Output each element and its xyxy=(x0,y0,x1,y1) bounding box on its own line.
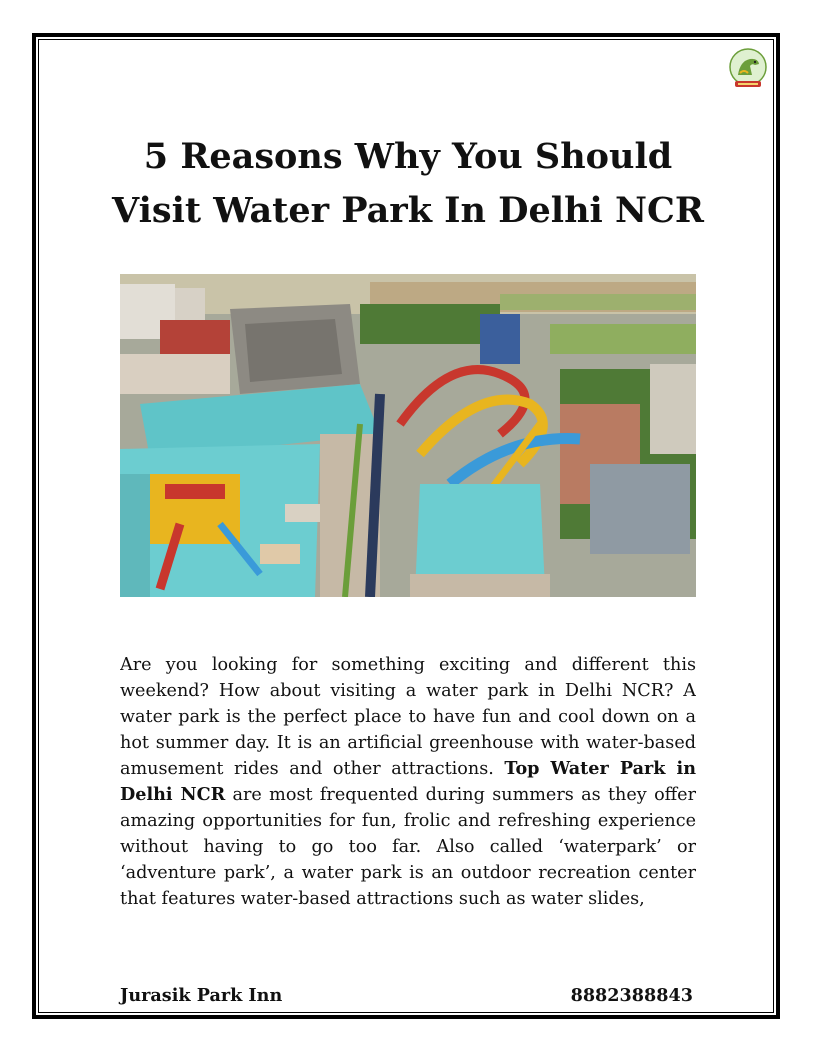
title-line-2: Visit Water Park In Delhi NCR xyxy=(112,190,704,231)
title-line-1: 5 Reasons Why You Should xyxy=(143,136,673,177)
water-park-aerial-photo xyxy=(120,274,696,597)
body-paragraph xyxy=(120,652,696,947)
footer-phone-number: 8882388843 xyxy=(570,985,693,1006)
body-text-part-2: are most frequented during summers as they offer amazing opportunities for fun, frolic and refreshing experience without having to go too far. Also called ‘waterpark’ or ‘adventure park’, a water park is an outdoor recreation center that features water-based attractions such as water slides, xyxy=(120,785,696,909)
footer-business-name: Jurasik Park Inn xyxy=(120,985,283,1006)
dinosaur-logo-icon xyxy=(728,47,768,91)
body-text-part-1: Are you looking for something exciting and different this weekend? How about visiting a water park in Delhi NCR? A water park is the perfect place to have fun and cool down on a hot summer day. It is an artificial greenhouse with water-based amusement rides and other attractions. xyxy=(120,655,696,779)
top-water-park-link-text: Top Water Park in Delhi NCR xyxy=(120,758,696,805)
page-title xyxy=(100,130,716,238)
